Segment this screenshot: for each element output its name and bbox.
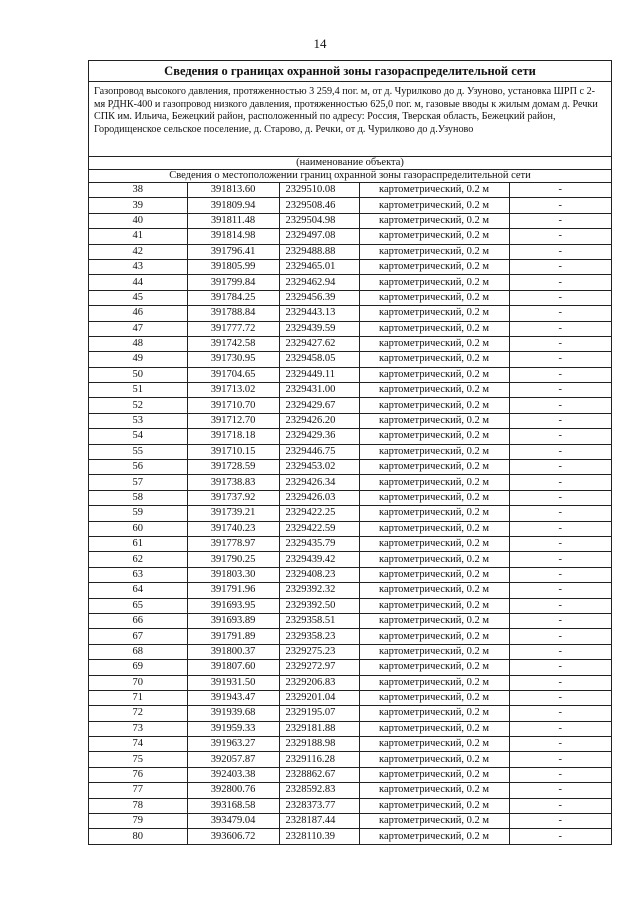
method-cell: картометрический, 0.2 м: [359, 567, 509, 582]
coordinate-x-cell: 391814.98: [187, 229, 279, 244]
coordinate-x-cell: 391777.72: [187, 321, 279, 336]
coordinate-y-cell: 2329427.62: [279, 336, 359, 351]
point-number-cell: 41: [89, 229, 187, 244]
description-cell: -: [509, 783, 611, 798]
coordinate-y-cell: 2329488.88: [279, 244, 359, 259]
coordinate-y-cell: 2329358.51: [279, 613, 359, 628]
coordinate-y-cell: 2329358.23: [279, 629, 359, 644]
description-cell: -: [509, 814, 611, 829]
coordinates-table: [89, 183, 611, 844]
point-number-cell: 53: [89, 413, 187, 428]
description-cell: -: [509, 183, 611, 198]
table-row: [89, 767, 611, 782]
point-number-cell: 73: [89, 721, 187, 736]
table-row: [89, 660, 611, 675]
coordinate-y-cell: 2329116.28: [279, 752, 359, 767]
coordinate-x-cell: 391704.65: [187, 367, 279, 382]
description-cell: -: [509, 675, 611, 690]
coordinate-y-cell: 2329206.83: [279, 675, 359, 690]
description-cell: -: [509, 521, 611, 536]
table-row: [89, 783, 611, 798]
method-cell: картометрический, 0.2 м: [359, 583, 509, 598]
coordinate-y-cell: 2329408.23: [279, 567, 359, 582]
description-cell: -: [509, 737, 611, 752]
point-number-cell: 66: [89, 613, 187, 628]
table-row: [89, 721, 611, 736]
method-cell: картометрический, 0.2 м: [359, 475, 509, 490]
description-cell: -: [509, 752, 611, 767]
table-row: [89, 367, 611, 382]
method-cell: картометрический, 0.2 м: [359, 660, 509, 675]
coordinate-y-cell: 2329435.79: [279, 536, 359, 551]
description-cell: -: [509, 567, 611, 582]
method-cell: картометрический, 0.2 м: [359, 814, 509, 829]
table-row: [89, 536, 611, 551]
description-cell: -: [509, 398, 611, 413]
table-row: [89, 521, 611, 536]
method-cell: картометрический, 0.2 м: [359, 259, 509, 274]
description-cell: -: [509, 336, 611, 351]
document-title: Сведения о границах охранной зоны газораспределительной сети: [89, 61, 611, 82]
point-number-cell: 62: [89, 552, 187, 567]
description-cell: -: [509, 490, 611, 505]
point-number-cell: 60: [89, 521, 187, 536]
coordinate-y-cell: 2329504.98: [279, 213, 359, 228]
coordinate-x-cell: 391799.84: [187, 275, 279, 290]
description-cell: -: [509, 321, 611, 336]
location-header: Сведения о местоположении границ охранной зоны газораспределительной сети: [89, 170, 611, 183]
method-cell: картометрический, 0.2 м: [359, 275, 509, 290]
coordinate-y-cell: 2329465.01: [279, 259, 359, 274]
coordinate-y-cell: 2329201.04: [279, 690, 359, 705]
method-cell: картометрический, 0.2 м: [359, 675, 509, 690]
description-cell: -: [509, 475, 611, 490]
method-cell: картометрический, 0.2 м: [359, 352, 509, 367]
description-cell: -: [509, 383, 611, 398]
coordinate-x-cell: 391784.25: [187, 290, 279, 305]
point-number-cell: 54: [89, 429, 187, 444]
coordinate-y-cell: 2329422.25: [279, 506, 359, 521]
coordinate-x-cell: 391805.99: [187, 259, 279, 274]
point-number-cell: 77: [89, 783, 187, 798]
point-number-cell: 49: [89, 352, 187, 367]
method-cell: картометрический, 0.2 м: [359, 521, 509, 536]
description-cell: -: [509, 598, 611, 613]
method-cell: картометрический, 0.2 м: [359, 383, 509, 398]
table-row: [89, 275, 611, 290]
coordinate-y-cell: 2329272.97: [279, 660, 359, 675]
table-row: [89, 567, 611, 582]
coordinate-y-cell: 2329443.13: [279, 306, 359, 321]
description-cell: -: [509, 460, 611, 475]
point-number-cell: 63: [89, 567, 187, 582]
table-row: [89, 798, 611, 813]
coordinate-y-cell: 2328862.67: [279, 767, 359, 782]
coordinate-x-cell: 391803.30: [187, 567, 279, 582]
coordinate-x-cell: 391778.97: [187, 536, 279, 551]
method-cell: картометрический, 0.2 м: [359, 552, 509, 567]
coordinate-x-cell: 391737.92: [187, 490, 279, 505]
table-row: [89, 352, 611, 367]
description-cell: -: [509, 644, 611, 659]
table-row: [89, 229, 611, 244]
method-cell: картометрический, 0.2 м: [359, 536, 509, 551]
description-cell: -: [509, 536, 611, 551]
table-row: [89, 814, 611, 829]
table-row: [89, 183, 611, 198]
coordinate-x-cell: 391693.89: [187, 613, 279, 628]
method-cell: картометрический, 0.2 м: [359, 429, 509, 444]
method-cell: картометрический, 0.2 м: [359, 644, 509, 659]
point-number-cell: 47: [89, 321, 187, 336]
coordinate-x-cell: 391813.60: [187, 183, 279, 198]
table-row: [89, 198, 611, 213]
description-cell: -: [509, 213, 611, 228]
table-row: [89, 752, 611, 767]
table-row: [89, 675, 611, 690]
coordinate-y-cell: 2329431.00: [279, 383, 359, 398]
method-cell: картометрический, 0.2 м: [359, 783, 509, 798]
coordinate-y-cell: 2329392.50: [279, 598, 359, 613]
point-number-cell: 52: [89, 398, 187, 413]
coordinate-y-cell: 2329508.46: [279, 198, 359, 213]
point-number-cell: 67: [89, 629, 187, 644]
method-cell: картометрический, 0.2 м: [359, 398, 509, 413]
method-cell: картометрический, 0.2 м: [359, 413, 509, 428]
coordinate-x-cell: 391791.89: [187, 629, 279, 644]
coordinate-x-cell: 391963.27: [187, 737, 279, 752]
coordinate-y-cell: 2329497.08: [279, 229, 359, 244]
point-number-cell: 39: [89, 198, 187, 213]
method-cell: картометрический, 0.2 м: [359, 598, 509, 613]
table-row: [89, 383, 611, 398]
table-row: [89, 444, 611, 459]
method-cell: картометрический, 0.2 м: [359, 506, 509, 521]
point-number-cell: 78: [89, 798, 187, 813]
coordinate-x-cell: 391739.21: [187, 506, 279, 521]
table-row: [89, 552, 611, 567]
coordinate-x-cell: 391742.58: [187, 336, 279, 351]
coordinate-x-cell: 391796.41: [187, 244, 279, 259]
coordinate-y-cell: 2328373.77: [279, 798, 359, 813]
method-cell: картометрический, 0.2 м: [359, 690, 509, 705]
description-cell: -: [558, 830, 562, 842]
table-row: [89, 336, 611, 351]
method-cell: картометрический, 0.2 м: [359, 198, 509, 213]
point-number-cell: 80: [89, 829, 187, 844]
method-cell: картометрический, 0.2 м: [359, 306, 509, 321]
table-row: [89, 644, 611, 659]
coordinate-x-cell: 391710.70: [187, 398, 279, 413]
description-cell: -: [509, 552, 611, 567]
point-number-cell: 68: [89, 644, 187, 659]
coordinate-x-cell: 392403.38: [187, 767, 279, 782]
coordinate-y-cell: 2329456.39: [279, 290, 359, 305]
point-number-cell: 56: [89, 460, 187, 475]
coordinate-x-cell: 391791.96: [187, 583, 279, 598]
coordinate-x-cell: 391710.15: [187, 444, 279, 459]
method-cell: картометрический, 0.2 м: [359, 752, 509, 767]
point-number-cell: 76: [89, 767, 187, 782]
coordinate-x-cell: 391740.23: [187, 521, 279, 536]
description-cell: -: [509, 767, 611, 782]
method-cell: картометрический, 0.2 м: [359, 244, 509, 259]
description-cell: -: [509, 444, 611, 459]
method-cell: картометрический, 0.2 м: [359, 183, 509, 198]
table-row: [89, 490, 611, 505]
coordinate-x-cell: 392800.76: [187, 783, 279, 798]
point-number-cell: 45: [89, 290, 187, 305]
method-cell: картометрический, 0.2 м: [359, 798, 509, 813]
table-row: [89, 398, 611, 413]
description-cell: -: [509, 506, 611, 521]
point-number-cell: 44: [89, 275, 187, 290]
method-cell: картометрический, 0.2 м: [359, 367, 509, 382]
table-row: [89, 598, 611, 613]
method-cell: картометрический, 0.2 м: [359, 721, 509, 736]
coordinate-x-cell: 391712.70: [187, 413, 279, 428]
method-cell: картометрический, 0.2 м: [359, 213, 509, 228]
coordinate-x-cell: 391730.95: [187, 352, 279, 367]
point-number-cell: 75: [89, 752, 187, 767]
coordinate-y-cell: 2329181.88: [279, 721, 359, 736]
table-row: [89, 506, 611, 521]
description-cell: -: [509, 275, 611, 290]
method-cell: картометрический, 0.2 м: [359, 613, 509, 628]
table-row: [89, 213, 611, 228]
coordinate-x-cell: 391959.33: [187, 721, 279, 736]
point-number-cell: 40: [89, 213, 187, 228]
coordinate-x-cell: 391800.37: [187, 644, 279, 659]
point-number-cell: 65: [89, 598, 187, 613]
description-cell: -: [509, 259, 611, 274]
description-cell: -: [509, 244, 611, 259]
coordinate-y-cell: 2329439.59: [279, 321, 359, 336]
coordinate-x-cell: 391807.60: [187, 660, 279, 675]
point-number-cell: 38: [89, 183, 187, 198]
point-number-cell: 59: [89, 506, 187, 521]
coordinate-x-cell: 393168.58: [187, 798, 279, 813]
description-cell: -: [509, 613, 611, 628]
coordinate-x-cell: 391931.50: [187, 675, 279, 690]
point-number-cell: 64: [89, 583, 187, 598]
table-row: [89, 306, 611, 321]
description-cell: -: [509, 706, 611, 721]
method-cell: картометрический, 0.2 м: [359, 829, 509, 844]
coordinate-y-cell: 2329426.20: [279, 413, 359, 428]
description-cell: -: [509, 198, 611, 213]
table-row: [89, 583, 611, 598]
coordinate-y-cell: 2329426.34: [279, 475, 359, 490]
point-number-cell: 79: [89, 814, 187, 829]
coordinate-x-cell: 391790.25: [187, 552, 279, 567]
coordinate-y-cell: 2328110.39: [279, 829, 359, 844]
description-cell: -: [509, 660, 611, 675]
method-cell: картометрический, 0.2 м: [359, 290, 509, 305]
coordinate-y-cell: 2329426.03: [279, 490, 359, 505]
point-number-cell: 70: [89, 675, 187, 690]
point-number-cell: 69: [89, 660, 187, 675]
table-row: [89, 413, 611, 428]
coordinate-y-cell: 2329453.02: [279, 460, 359, 475]
coordinate-y-cell: 2329392.32: [279, 583, 359, 598]
coordinate-x-cell: 391811.48: [187, 213, 279, 228]
description-cell: -: [509, 690, 611, 705]
method-cell: картометрический, 0.2 м: [359, 460, 509, 475]
point-number-cell: 72: [89, 706, 187, 721]
table-row: [89, 259, 611, 274]
table-row: [89, 244, 611, 259]
table-row: [89, 321, 611, 336]
method-cell: картометрический, 0.2 м: [359, 321, 509, 336]
coordinate-x-cell: 391809.94: [187, 198, 279, 213]
description-cell: -: [509, 290, 611, 305]
coordinate-y-cell: 2329275.23: [279, 644, 359, 659]
coordinate-x-cell: 391939.68: [187, 706, 279, 721]
coordinate-x-cell: 391718.18: [187, 429, 279, 444]
description-cell: -: [509, 429, 611, 444]
method-cell: картометрический, 0.2 м: [359, 737, 509, 752]
coordinate-y-cell: 2329458.05: [279, 352, 359, 367]
point-number-cell: 74: [89, 737, 187, 752]
point-number-cell: 55: [89, 444, 187, 459]
coordinate-y-cell: 2329429.36: [279, 429, 359, 444]
point-number-cell: 42: [89, 244, 187, 259]
coordinate-y-cell: 2329462.94: [279, 275, 359, 290]
description-cell: -: [509, 413, 611, 428]
table-row: [89, 613, 611, 628]
method-cell: картометрический, 0.2 м: [359, 767, 509, 782]
point-number-cell: 43: [89, 259, 187, 274]
coordinate-x-cell: 392057.87: [187, 752, 279, 767]
object-name-caption: (наименование объекта): [89, 157, 611, 170]
table-row: [89, 290, 611, 305]
coordinate-y-cell: 2329449.11: [279, 367, 359, 382]
coordinate-x-cell: 391713.02: [187, 383, 279, 398]
coordinate-y-cell: 2329188.98: [279, 737, 359, 752]
coordinate-y-cell: 2329429.67: [279, 398, 359, 413]
description-cell: -: [509, 798, 611, 813]
method-cell: картометрический, 0.2 м: [359, 629, 509, 644]
table-row: [89, 629, 611, 644]
method-cell: картометрический, 0.2 м: [359, 229, 509, 244]
page-number: 14: [313, 36, 327, 51]
coordinate-x-cell: 391788.84: [187, 306, 279, 321]
description-cell: -: [509, 352, 611, 367]
description-cell: -: [509, 306, 611, 321]
description-cell: -: [509, 367, 611, 382]
table-row: [89, 429, 611, 444]
table-row: [89, 690, 611, 705]
coordinate-y-cell: 2329439.42: [279, 552, 359, 567]
coordinate-y-cell: 2329195.07: [279, 706, 359, 721]
point-number-cell: 48: [89, 336, 187, 351]
coordinate-x-cell: 393479.04: [187, 814, 279, 829]
method-cell: картометрический, 0.2 м: [359, 444, 509, 459]
coordinate-x-cell: 393606.72: [187, 829, 279, 844]
table-row: [89, 706, 611, 721]
method-cell: картометрический, 0.2 м: [359, 336, 509, 351]
point-number-cell: 46: [89, 306, 187, 321]
coordinate-y-cell: 2329510.08: [279, 183, 359, 198]
description-cell: -: [509, 721, 611, 736]
point-number-cell: 50: [89, 367, 187, 382]
coordinate-y-cell: 2328592.83: [279, 783, 359, 798]
coordinate-x-cell: 391728.59: [187, 460, 279, 475]
point-number-cell: 51: [89, 383, 187, 398]
table-row: [89, 475, 611, 490]
point-number-cell: 61: [89, 536, 187, 551]
method-cell: картометрический, 0.2 м: [359, 706, 509, 721]
method-cell: картометрический, 0.2 м: [359, 490, 509, 505]
description-cell: -: [509, 583, 611, 598]
point-number-cell: 57: [89, 475, 187, 490]
coordinate-x-cell: 391943.47: [187, 690, 279, 705]
coordinate-y-cell: 2329446.75: [279, 444, 359, 459]
coordinate-x-cell: 391738.83: [187, 475, 279, 490]
table-row: [89, 460, 611, 475]
coordinate-y-cell: 2328187.44: [279, 814, 359, 829]
description-cell: -: [509, 629, 611, 644]
table-row: [89, 737, 611, 752]
description-cell: -: [509, 229, 611, 244]
table-row: [89, 829, 611, 844]
document-frame: [88, 60, 612, 845]
object-description: Газопровод высокого давления, протяженностью 3 259,4 пог. м, от д. Чурилково до д. Узуново, установка ШРП с 2-мя РДНК-400 и газопровод низкого давления, протяженностью 625,0 пог. м, газовые вводы к жилым домам д. Речки СПК им. Ильича, Бежецкий район, расположенный по адресу: Россия, Тверская область, Бежецкий район, Городищенское сельское поселение, д. Старово, д. Речки, от д. Чурилково до д.Узуново: [89, 82, 611, 157]
coordinate-y-cell: 2329422.59: [279, 521, 359, 536]
coordinate-x-cell: 391693.95: [187, 598, 279, 613]
point-number-cell: 58: [89, 490, 187, 505]
point-number-cell: 71: [89, 690, 187, 705]
